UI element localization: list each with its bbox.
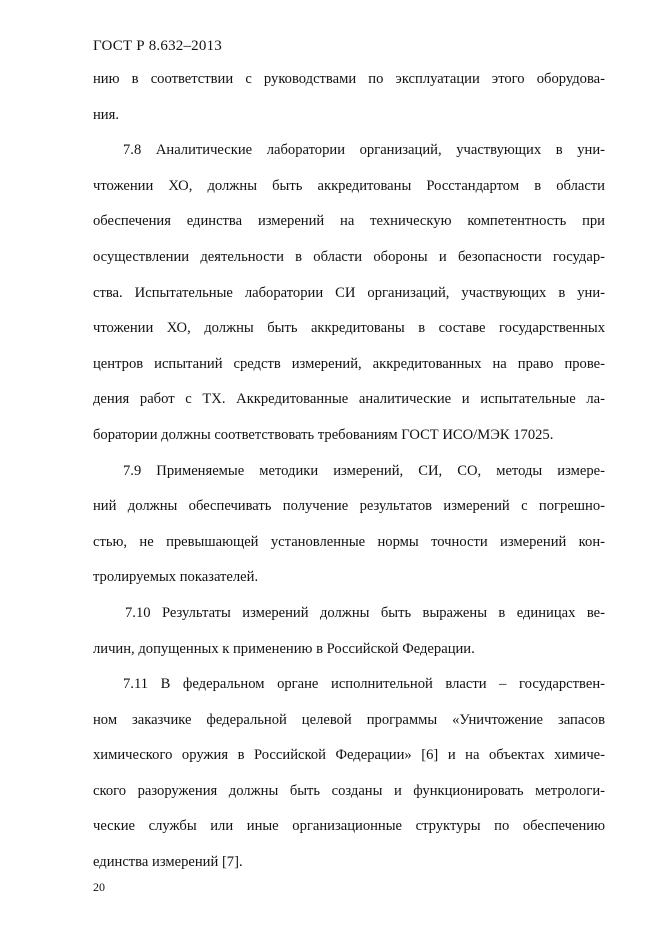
text-line: 7.11 В федеральном органе исполнительной власти – государствен- (123, 676, 605, 693)
text-line: ния. (93, 106, 119, 123)
document-body (93, 62, 605, 881)
paragraph-continuation (93, 62, 605, 133)
text-line: ческие службы или иные организационные структуры по обеспечению (93, 818, 605, 835)
text-line: 7.9 Применяемые методики измерений, СИ, СО, методы измере- (123, 462, 605, 479)
text-line: нию в соответствии с руководствами по эксплуатации этого оборудова- (93, 71, 605, 87)
text-line: стью, не превышающей установленные нормы точности измерений кон- (93, 533, 605, 550)
text-line: ном заказчике федеральной целевой программы «Уничтожение запасов (93, 711, 605, 728)
text-line: дения работ с ТХ. Аккредитованные аналитические и испытательные ла- (93, 391, 605, 408)
text-line: центров испытаний средств измерений, аккредитованных на право прове- (93, 355, 605, 372)
text-line: чтожении ХО, должны быть аккредитованы Росстандартом в области (93, 177, 605, 194)
paragraph-7-8 (93, 133, 605, 453)
text-line: обеспечения единства измерений на техническую компетентность при (93, 213, 605, 230)
text-line: осуществлении деятельности в области обороны и безопасности государ- (93, 248, 605, 265)
text-line: боратории должны соответствовать требованиям ГОСТ ИСО/МЭК 17025. (93, 426, 554, 443)
text-line: чтожении ХО, должны быть аккредитованы в составе государственных (93, 320, 605, 337)
paragraph-7-10 (93, 596, 605, 667)
text-line: ства. Испытательные лаборатории СИ организаций, участвующих в уни- (93, 284, 605, 301)
text-line: единства измерений [7]. (93, 854, 243, 871)
text-line: тролируемых показателей. (93, 569, 259, 586)
document-header: ГОСТ Р 8.632–2013 (93, 38, 222, 54)
text-line: 7.10 Результаты измерений должны быть выражены в единицах ве- (125, 604, 605, 621)
text-line: ний должны обеспечивать получение результатов измерений с погрешно- (93, 498, 605, 515)
page-number: 20 (93, 880, 105, 894)
paragraph-7-11 (93, 667, 605, 881)
text-line: химического оружия в Российской Федерации» [6] и на объектах химиче- (93, 747, 605, 764)
paragraph-7-9 (93, 454, 605, 596)
text-line: 7.8 Аналитические лаборатории организаций, участвующих в уни- (123, 142, 605, 159)
text-line: личин, допущенных к применению в Российской Федерации. (93, 640, 475, 657)
text-line: ского разоружения должны быть созданы и функционировать метрологи- (93, 782, 605, 799)
